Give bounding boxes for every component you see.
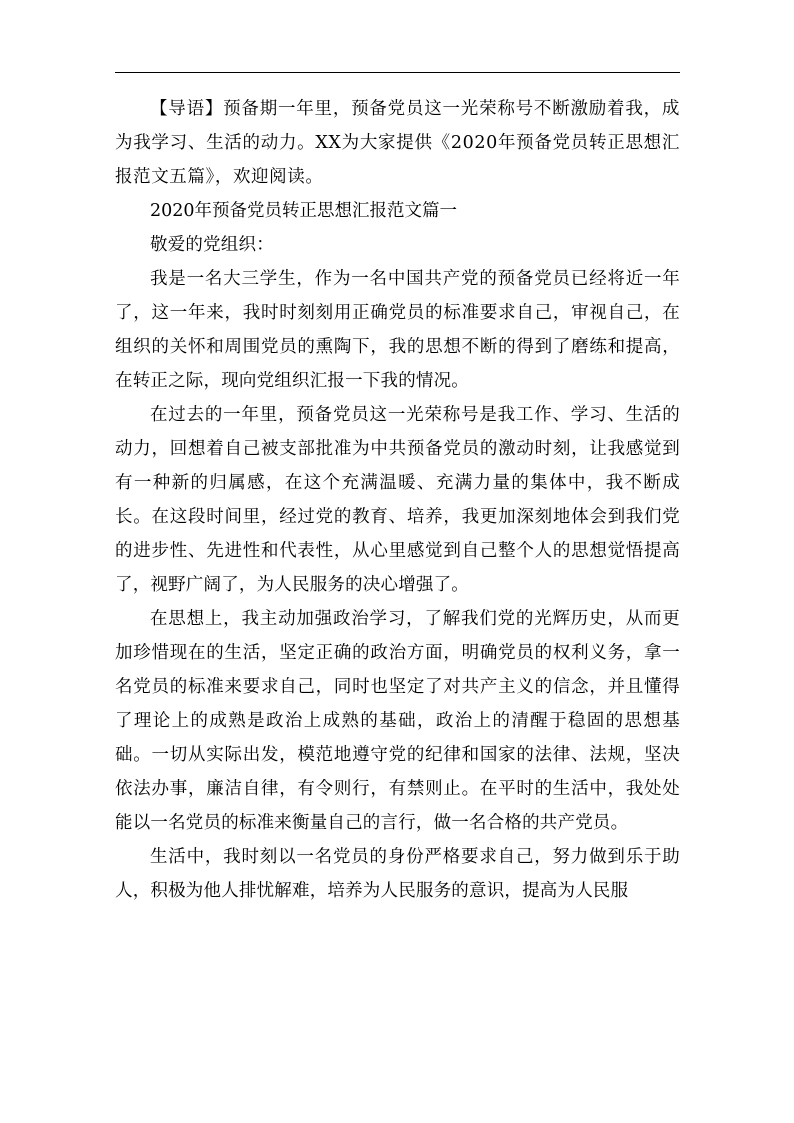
- section-title: 2020年预备党员转正思想汇报范文篇一: [150, 201, 458, 221]
- body-paragraph: 生活中，我时刻以一名党员的身份严格要求自己，努力做到乐于助人，积极为他人排忧解难，培养为人民服务的意识，提高为人民服: [115, 847, 680, 901]
- body-paragraph: 在思想上，我主动加强政治学习，了解我们党的光辉历史，从而更加珍惜现在的生活，坚定正确的政治方面，明确党员的权利义务，拿一名党员的标准来要求自己，同时也坚定了对共产主义的信念，并且懂得了理论上的成熟是政治上成熟的基础，政治上的清醒于稳固的思想基础。一切从实际出发，模范地遵守党的纪律和国家的法律、法规，坚决依法办事，廉洁自律，有令则行，有禁则止。在平时的生活中，我处处能以一名党员的标准来衡量自己的言行，做一名合格的共产党员。: [115, 609, 680, 833]
- salutation: 敬爱的党组织：: [150, 235, 274, 255]
- header-rule: [115, 72, 680, 73]
- body-paragraph: 在过去的一年里，预备党员这一光荣称号是我工作、学习、生活的动力，回想着自己被支部批准为中共预备党员的激动时刻，让我感觉到有一种新的归属感，在这个充满温暖、充满力量的集体中，我不断成长。在这段时间里，经过党的教育、培养，我更加深刻地体会到我们党的进步性、先进性和代表性，从心里感觉到自己整个人的思想觉悟提高了，视野广阔了，为人民服务的决心增强了。: [115, 405, 680, 595]
- body-paragraph: 我是一名大三学生，作为一名中国共产党的预备党员已经将近一年了，这一年来，我时时刻刻用正确党员的标准要求自己，审视自己，在组织的关怀和周围党员的熏陶下，我的思想不断的得到了磨练和提高，在转正之际，现向党组织汇报一下我的情况。: [115, 269, 680, 391]
- document-body: [115, 92, 680, 908]
- intro-paragraph: 【导语】预备期一年里，预备党员这一光荣称号不断激励着我，成为我学习、生活的动力。XX为大家提供《2020年预备党员转正思想汇报范文五篇》，欢迎阅读。: [115, 99, 680, 187]
